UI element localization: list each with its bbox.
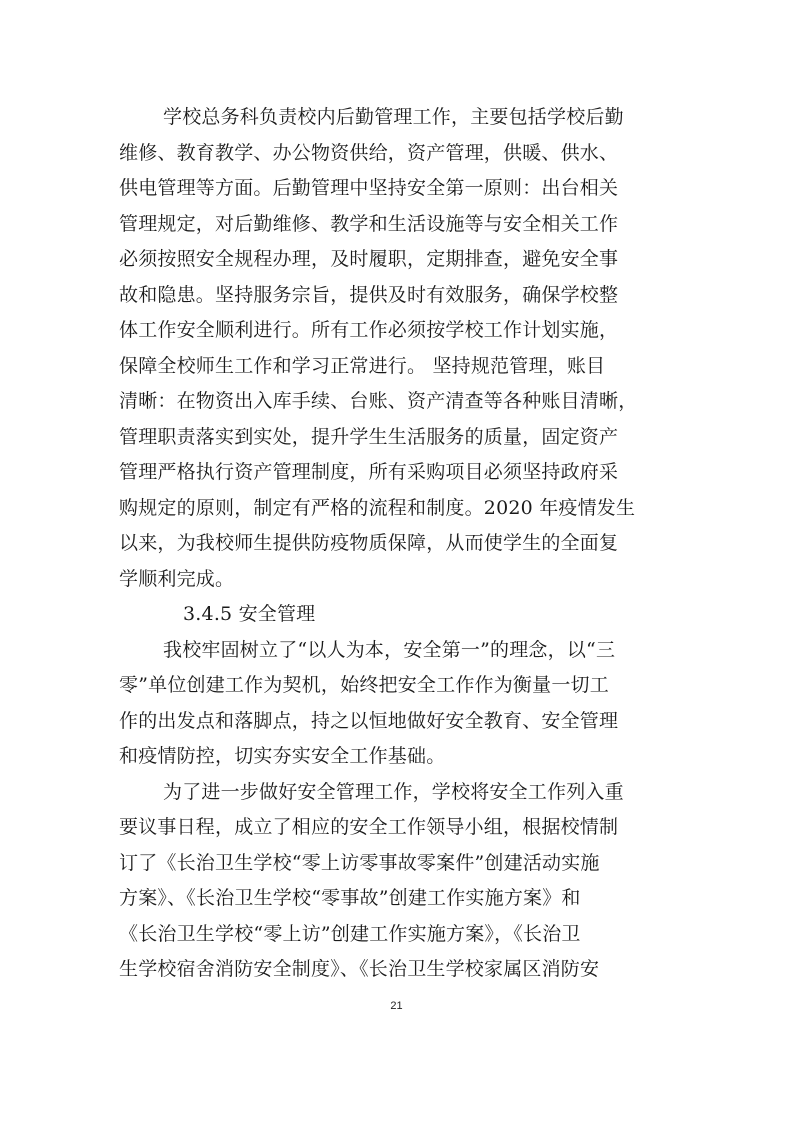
section-heading: 3.4.5 安全管理 [183,603,316,625]
paragraph-line: 管理职责落实到实处，提升学生生活服务的质量，固定资产 [119,425,619,448]
paragraph-line: 学校总务科负责校内后勤管理工作，主要包括学校后勤 [163,106,624,128]
paragraph-line: 管理规定，对后勤维修、教学和生活设施等与安全相关工作 [119,212,619,235]
paragraph-line: 清晰：在物资出入库手续、台账、资产清查等各种账目清晰， [119,390,638,412]
paragraph-line: 要议事日程，成立了相应的安全工作领导小组，根据校情制 [119,816,619,838]
paragraph-line: 订了《长治卫生学校“零上访零事故零案件”创建活动实施 [119,851,600,874]
paragraph-line: 方案》、《长治卫生学校“零事故”创建工作实施方案》和 [119,887,581,909]
paragraph-line: 故和隐患。坚持服务宗旨，提供及时有效服务，确保学校整 [119,283,619,306]
page-number: 21 [390,1000,403,1012]
paragraph-line: 供电管理等方面。后勤管理中坚持安全第一原则：出台相关 [119,177,619,199]
paragraph-line: 保障全校师生工作和学习正常进行。 坚持规范管理，账目 [119,354,606,377]
paragraph-line: 必须按照安全规程办理，及时履职，定期排查，避免安全事 [119,248,619,270]
paragraph-line: 维修、教育教学、办公物资供给，资产管理，供暖、供水、 [119,141,619,164]
paragraph-line: 《长治卫生学校“零上访”创建工作实施方案》，《长治卫 [119,922,581,945]
paragraph-line: 学顺利完成。 [119,567,235,590]
paragraph-line: 体工作安全顺利进行。所有工作必须按学校工作计划实施， [119,319,619,341]
paragraph-line: 以来，为我校师生提供防疫物质保障，从而使学生的全面复 [119,532,619,554]
paragraph-line: 购规定的原则，制定有严格的流程和制度。2020 年疫情发生 [119,496,636,519]
body-text [119,100,691,988]
paragraph-line: 为了进一步做好安全管理工作，学校将安全工作列入重 [163,780,624,803]
paragraph-line: 和疫情防控，切实夯实安全工作基础。 [119,745,446,767]
paragraph-line: 零”单位创建工作为契机，始终把安全工作作为衡量一切工 [119,674,609,696]
paragraph-line: 管理严格执行资产管理制度，所有采购项目必须坚持政府采 [119,461,619,483]
paragraph-line: 生学校宿舍消防安全制度》、《长治卫生学校家属区消防安 [119,958,600,980]
paragraph-line: 作的出发点和落脚点，持之以恒地做好安全教育、安全管理 [119,709,619,732]
paragraph-line: 我校牢固树立了“以人为本，安全第一”的理念，以“三 [163,638,616,661]
